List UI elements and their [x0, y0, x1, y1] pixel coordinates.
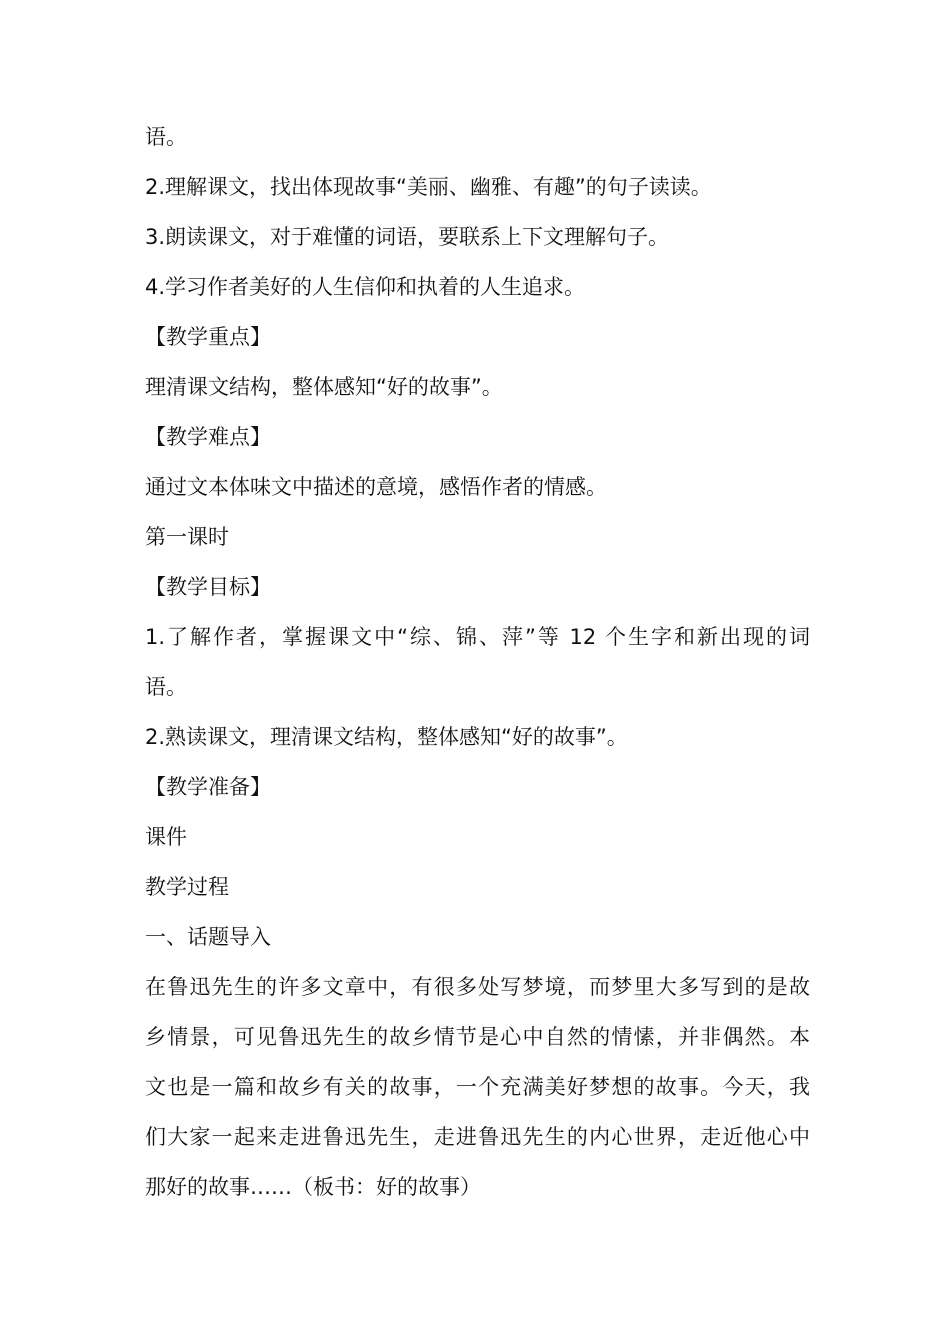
heading-difficulties: 【教学难点】 [145, 425, 271, 449]
text-line: 语。 [145, 125, 187, 149]
document-body [145, 112, 810, 1212]
heading-key-points: 【教学重点】 [145, 325, 271, 349]
key-points-text: 理清课文结构，整体感知“好的故事”。 [145, 375, 503, 399]
heading-process: 教学过程 [145, 875, 229, 899]
difficulties-text: 通过文本体味文中描述的意境，感悟作者的情感。 [145, 475, 607, 499]
heading-preparation: 【教学准备】 [145, 775, 271, 799]
objective-2: 2.理解课文，找出体现故事“美丽、幽雅、有趣”的句子读读。 [145, 175, 712, 199]
section-introduction: 一、话题导入 [145, 925, 271, 949]
paragraph-line: 们大家一起来走进鲁迅先生，走进鲁迅先生的内心世界，走近他心中 [145, 1125, 810, 1149]
preparation-text: 课件 [145, 825, 187, 849]
heading-objectives: 【教学目标】 [145, 575, 271, 599]
paragraph-line: 文也是一篇和故乡有关的故事，一个充满美好梦想的故事。今天，我 [145, 1075, 810, 1099]
lesson-title: 第一课时 [145, 525, 229, 549]
objective-4: 4.学习作者美好的人生信仰和执着的人生追求。 [145, 275, 586, 299]
paragraph-line: 乡情景，可见鲁迅先生的故乡情节是心中自然的情愫，并非偶然。本 [145, 1025, 810, 1049]
paragraph-line: 在鲁迅先生的许多文章中，有很多处写梦境，而梦里大多写到的是故 [145, 975, 810, 999]
lesson-objective-2: 2.熟读课文，理清课文结构，整体感知“好的故事”。 [145, 725, 628, 749]
paragraph-line: 那好的故事……（板书：好的故事） [145, 1175, 481, 1199]
objective-3: 3.朗读课文，对于难懂的词语，要联系上下文理解句子。 [145, 225, 670, 249]
lesson-objective-1: 1.了解作者，掌握课文中“综、锦、萍”等 12 个生字和新出现的词 [145, 625, 810, 649]
text-line: 语。 [145, 675, 187, 699]
